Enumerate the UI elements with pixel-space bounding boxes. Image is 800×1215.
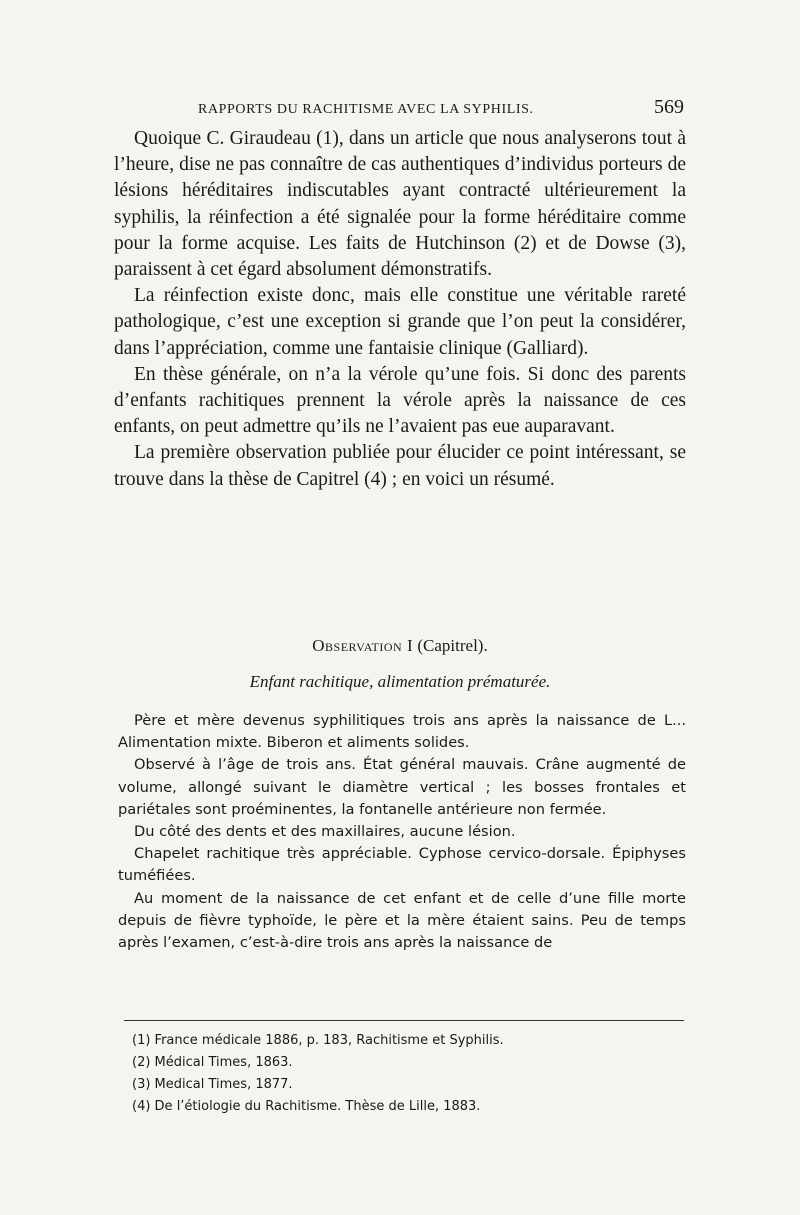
paragraph: La réinfection existe donc, mais elle constitue une véritable rareté pathologique, c’est une exception si grande que l’on peut la considérer, dans l’appréciation, comme une fantaisie clinique (Galliard). xyxy=(114,285,686,359)
footnotes xyxy=(132,1030,682,1118)
footnote: (3) Medical Times, 1877. xyxy=(132,1077,293,1092)
observation-title xyxy=(114,636,686,656)
page-number: 569 xyxy=(654,96,684,118)
observation-text xyxy=(118,710,686,954)
paragraph: Quoique C. Giraudeau (1), dans un article que nous analyserons tout à l’heure, dise ne pas connaître de cas authentiques d’individus porteurs de lésions héréditaires indiscutables ayant contracté ultérieurement la syphilis, la réinfection a été signalée pour la forme héréditaire comme pour la forme acquise. Les faits de Hutchinson (2) et de Dowse (3), paraissent à cet égard absolument démonstratifs. xyxy=(114,128,686,281)
paragraph: La première observation publiée pour élucider ce point intéressant, se trouve dans la thèse de Capitrel (4) ; en voici un résumé. xyxy=(114,442,686,490)
paragraph: En thèse générale, on n’a la vérole qu’une fois. Si donc des parents d’enfants rachitiques prennent la vérole après la naissance de ces enfants, on peut admettre qu’ils ne l’avaient pas eue auparavant. xyxy=(114,363,686,438)
observation-paragraph: Du côté des dents et des maxillaires, aucune lésion. xyxy=(134,823,516,841)
observation-paragraph: Père et mère devenus syphilitiques trois ans après la naissance de L... Alimentation mixte. Biberon et aliments solides. xyxy=(118,712,686,752)
observation-subtitle: Enfant rachitique, alimentation prématurée. xyxy=(249,672,551,691)
observation-title-author: (Capitrel). xyxy=(417,636,488,655)
footnote: (4) De l’étiologie du Rachitisme. Thèse de Lille, 1883. xyxy=(132,1099,481,1114)
observation-title-label: Observation I xyxy=(312,636,414,655)
running-head: RAPPORTS DU RACHITISME AVEC LA SYPHILIS. xyxy=(198,102,534,117)
observation-paragraph: Au moment de la naissance de cet enfant et de celle d’une fille morte depuis de fièvre typhoïde, le père et la mère étaient sains. Peu de temps après l’examen, c’est-à-dire trois ans après la naissance de xyxy=(118,889,686,952)
footnote: (2) Médical Times, 1863. xyxy=(132,1055,293,1070)
footnote-divider xyxy=(124,1020,684,1021)
observation-paragraph: Observé à l’âge de trois ans. État général mauvais. Crâne augmenté de volume, allongé suivant le diamètre vertical ; les bosses frontales et pariétales sont proéminentes, la fontanelle antérieure non fermée. xyxy=(118,756,686,818)
observation-paragraph: Chapelet rachitique très appréciable. Cyphose cervico-dorsale. Épiphyses tuméfiées. xyxy=(118,845,686,885)
footnote: (1) France médicale 1886, p. 183, Rachitisme et Syphilis. xyxy=(132,1033,504,1048)
page-header xyxy=(118,96,684,119)
main-text xyxy=(114,126,686,493)
